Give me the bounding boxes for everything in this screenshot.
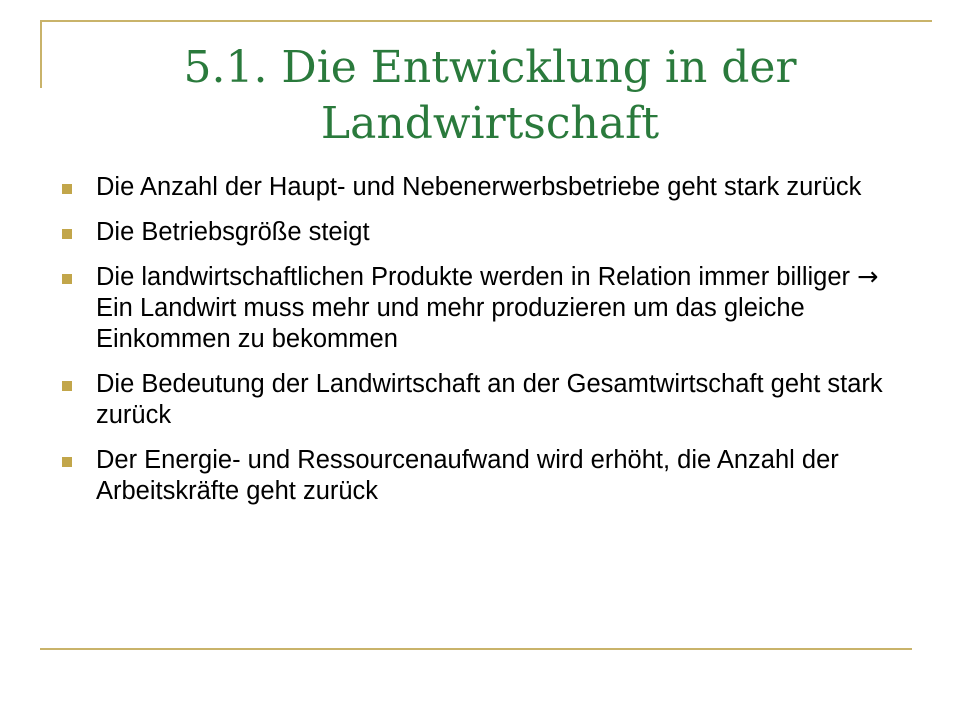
square-bullet-icon bbox=[62, 274, 72, 284]
decorative-top-line bbox=[40, 20, 932, 22]
bullet-text bbox=[96, 262, 890, 355]
list-item bbox=[60, 445, 890, 507]
list-item bbox=[60, 172, 890, 203]
slide-title-line-1: 5.1. Die Entwicklung in der bbox=[183, 42, 797, 93]
list-item bbox=[60, 262, 890, 355]
bullet-text: Der Energie- und Ressourcenaufwand wird erhöht, die Anzahl der Arbeitskräfte geht zurück bbox=[96, 446, 839, 505]
bullet-text-part-2: Ein Landwirt muss mehr und mehr produzieren um das gleiche Einkommen zu bekommen bbox=[96, 294, 805, 353]
bullet-text: Die Anzahl der Haupt- und Nebenerwerbsbetriebe geht stark zurück bbox=[96, 173, 862, 201]
square-bullet-icon bbox=[62, 229, 72, 239]
list-item bbox=[60, 217, 890, 248]
decorative-bottom-line bbox=[40, 648, 912, 650]
slide-title-line-2: Landwirtschaft bbox=[320, 98, 660, 149]
decorative-left-line bbox=[40, 20, 42, 88]
bullet-text: Die Bedeutung der Landwirtschaft an der Gesamtwirtschaft geht stark zurück bbox=[96, 370, 883, 429]
square-bullet-icon bbox=[62, 381, 72, 391]
list-item bbox=[60, 369, 890, 431]
bullet-list bbox=[60, 172, 890, 521]
slide-title bbox=[90, 40, 890, 152]
bullet-text: Die Betriebsgröße steigt bbox=[96, 218, 370, 246]
square-bullet-icon bbox=[62, 457, 72, 467]
square-bullet-icon bbox=[62, 184, 72, 194]
bullet-text-part-1: Die landwirtschaftlichen Produkte werden in Relation immer billiger bbox=[96, 263, 858, 291]
right-arrow-icon: → bbox=[857, 262, 879, 292]
